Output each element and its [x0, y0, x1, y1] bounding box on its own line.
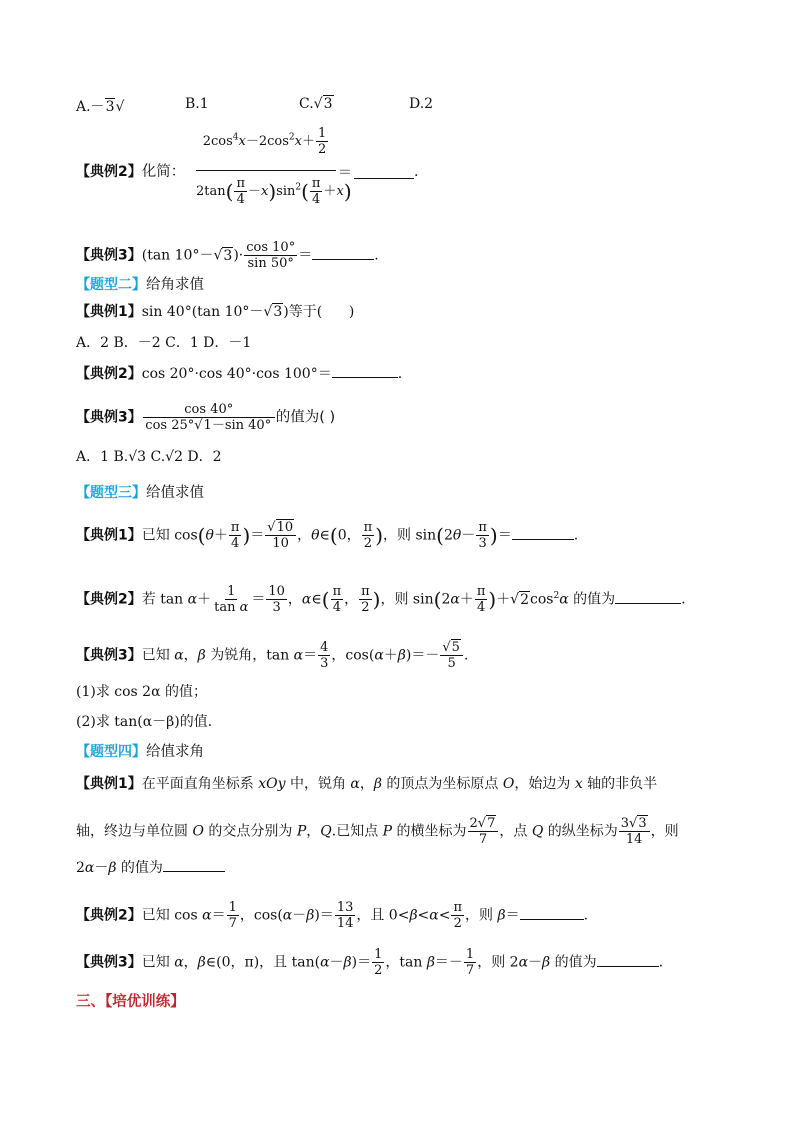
s4-example-1-line2: 轴，终边与单位圆 O 的交点分别为 P，Q.已知点 P 的横坐标为 $\frac{2√7}{7}$ ，点 Q 的纵坐标为 $\frac{3√3}{14}$ ，则 [76, 816, 679, 847]
option-d: D.2 [409, 96, 434, 112]
s3-example-3-q2: (2)求 tan(α－β)的值． [76, 714, 222, 730]
example-label: 【典例2】 [76, 164, 142, 180]
footer-heading: 三、【培优训练】 [76, 994, 185, 1010]
option-b: B.1 [185, 96, 209, 112]
s2-example-1-options: A．2 B．－2 C．1 D．－1 [76, 335, 252, 351]
answer-blank [163, 857, 225, 872]
simplify-fraction-bar [196, 170, 336, 171]
s4-example-2: 【典例2】已知 cos α＝ $\frac{1}{7}$ ，cos(α－β)＝ $\frac{13}{14}$ ，且 0<β<α< $\frac{\pi}{2}$ ，则 β＝ . [76, 900, 589, 931]
answer-blank [354, 164, 414, 179]
simplify-numerator: $2\cos^4x-2\cos^2x+$ $\frac{1}{2}$ [202, 126, 327, 157]
s4-example-1-line3: 2α－β 的值为 [76, 857, 225, 878]
answer-blank [520, 905, 584, 920]
option-a: A.－3√ [76, 99, 125, 115]
s3-example-3: 【典例3】已知 α，β 为锐角，tan α＝ $\frac{4}{3}$ ，cos(α＋β)＝－ $\frac{√5}{5}$ . [76, 640, 469, 671]
section-heading-2: 【题型二】给角求值 [76, 277, 204, 293]
simplify-denominator: 2tan( $\frac{\pi}{4}$ $-x)\sin^2$( $\frac{\pi}{4}$ ＋x) [196, 176, 352, 207]
answer-blank [512, 525, 574, 540]
example-3: 【典例3】(tan 10°－√3)· $\frac{\cos 10^\circ}{\sin 50^\circ}$ ＝ . [76, 240, 379, 271]
example-2-simplify: 【典例2】化简： [76, 164, 186, 180]
s3-example-3-q1: (1)求 cos 2α 的值； [76, 684, 207, 700]
answer-blank [615, 589, 681, 604]
equals: ＝ [338, 165, 352, 181]
s4-example-3: 【典例3】已知 α，β∈(0，π)，且 tan(α－β)＝ $\frac{1}{2}$ ，tan β＝－ $\frac{1}{7}$ ，则 2α－β 的值为 . [76, 947, 664, 978]
s3-example-2: 【典例2】若 tan α＋ $\frac{1}{\text{tan α}}$ ＝ $\frac{10}{3}$ ，α∈( $\frac{\pi}{4}$ ， $\frac{\pi}{2}$ )，则 sin(2α＋ $\frac{\pi}{4}$ )$+√2\cos^2\alpha$ 的值为 . [76, 584, 686, 615]
s4-example-1-line1: 【典例1】在平面直角坐标系 xOy 中，锐角 α，β 的顶点为坐标原点 O，始边为 x 轴的非负半 [76, 776, 658, 792]
section-heading-3: 【题型三】给值求值 [76, 485, 204, 501]
answer-blank [597, 952, 659, 967]
answer-blank [312, 245, 374, 260]
answer-blank [332, 363, 398, 378]
s3-example-1: 【典例1】已知 cos(θ＋ $\frac{\pi}{4}$ )＝ $\frac{√10}{10}$ ，θ∈(0， $\frac{\pi}{2}$ )，则 sin(2θ－ $\frac{\pi}{3}$ )＝ . [76, 520, 579, 551]
option-c: C.√3 [299, 96, 333, 112]
s2-example-3: 【典例3】 $\frac{\cos 40^\circ}{\cos 25^\circ√1-\sin 40^\circ}$ 的值为( ) [76, 402, 336, 433]
section-heading-4: 【题型四】给值求角 [76, 744, 204, 760]
s2-example-2: 【典例2】cos 20°·cos 40°·cos 100°＝ . [76, 363, 402, 384]
s2-example-3-options: A．1 B.√3 C.√2 D．2 [76, 449, 222, 465]
s2-example-1: 【典例1】sin 40°(tan 10°－√3)等于( ) [76, 304, 355, 320]
